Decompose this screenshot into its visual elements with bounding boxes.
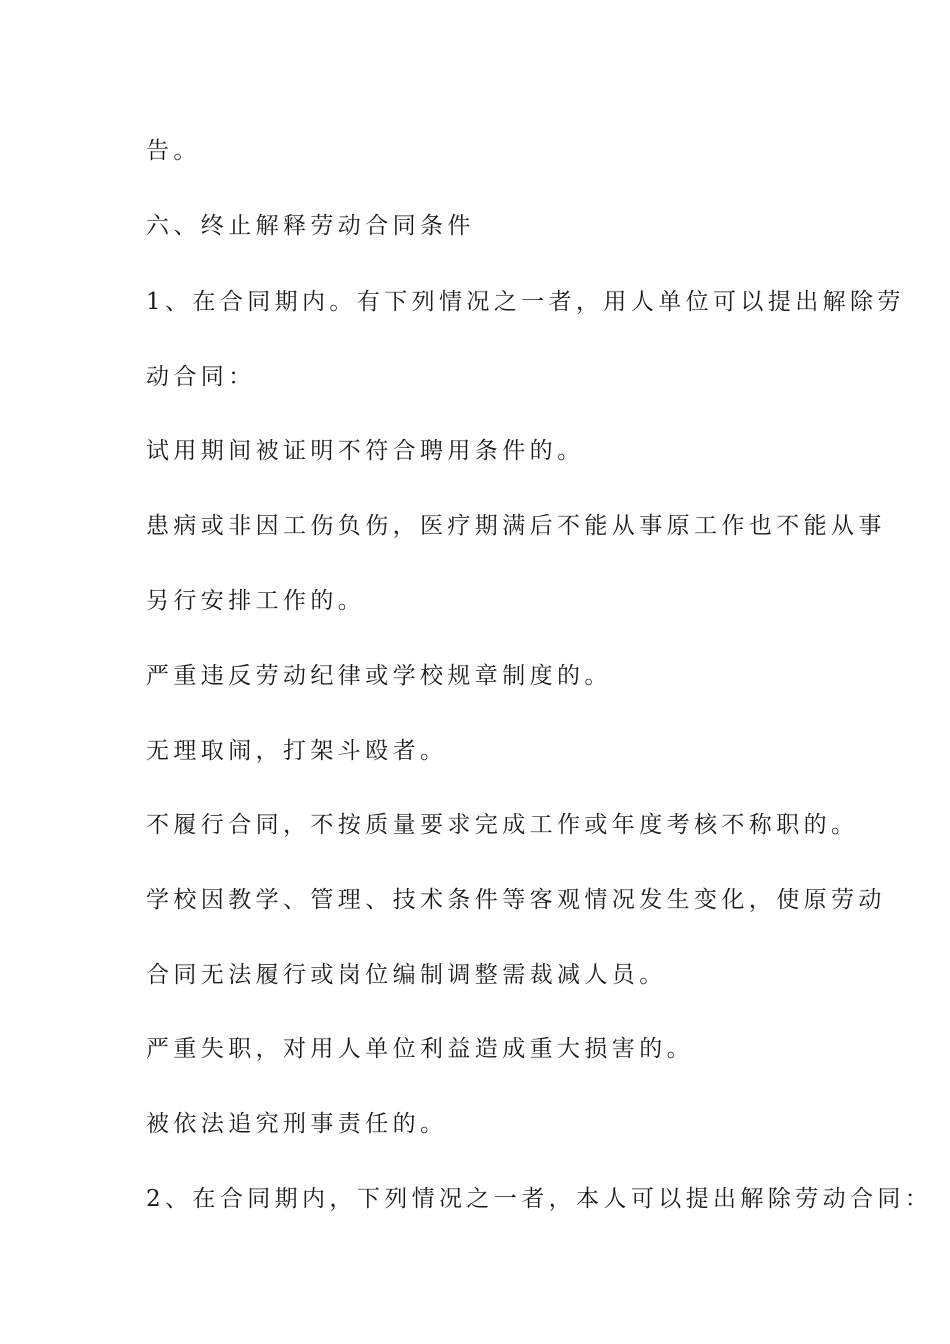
text-line: 动合同： [146, 364, 256, 390]
text-line: 告。 [146, 138, 201, 164]
section-heading: 六、终止解释劳动合同条件 [146, 213, 475, 239]
text-line: 1、在合同期内。有下列情况之一者，用人单位可以提出解除劳 [146, 289, 905, 315]
text-line: 2、在合同期内，下列情况之一者，本人可以提出解除劳动合同： [146, 1186, 933, 1212]
text-line: 严重失职，对用人单位利益造成重大损害的。 [146, 1036, 694, 1062]
text-line: 另行安排工作的。 [146, 588, 366, 614]
text-line: 试用期间被证明不符合聘用条件的。 [146, 438, 585, 464]
text-line: 被依法追究刑事责任的。 [146, 1111, 448, 1137]
text-line: 合同无法履行或岗位编制调整需裁减人员。 [146, 962, 667, 988]
text-line: 不履行合同，不按质量要求完成工作或年度考核不称职的。 [146, 812, 859, 838]
text-line: 学校因教学、管理、技术条件等客观情况发生变化，使原劳动 [146, 887, 886, 913]
text-line: 无理取闹，打架斗殴者。 [146, 738, 448, 764]
text-line: 严重违反劳动纪律或学校规章制度的。 [146, 663, 612, 689]
text-line: 患病或非因工伤负伤，医疗期满后不能从事原工作也不能从事 [146, 513, 886, 539]
